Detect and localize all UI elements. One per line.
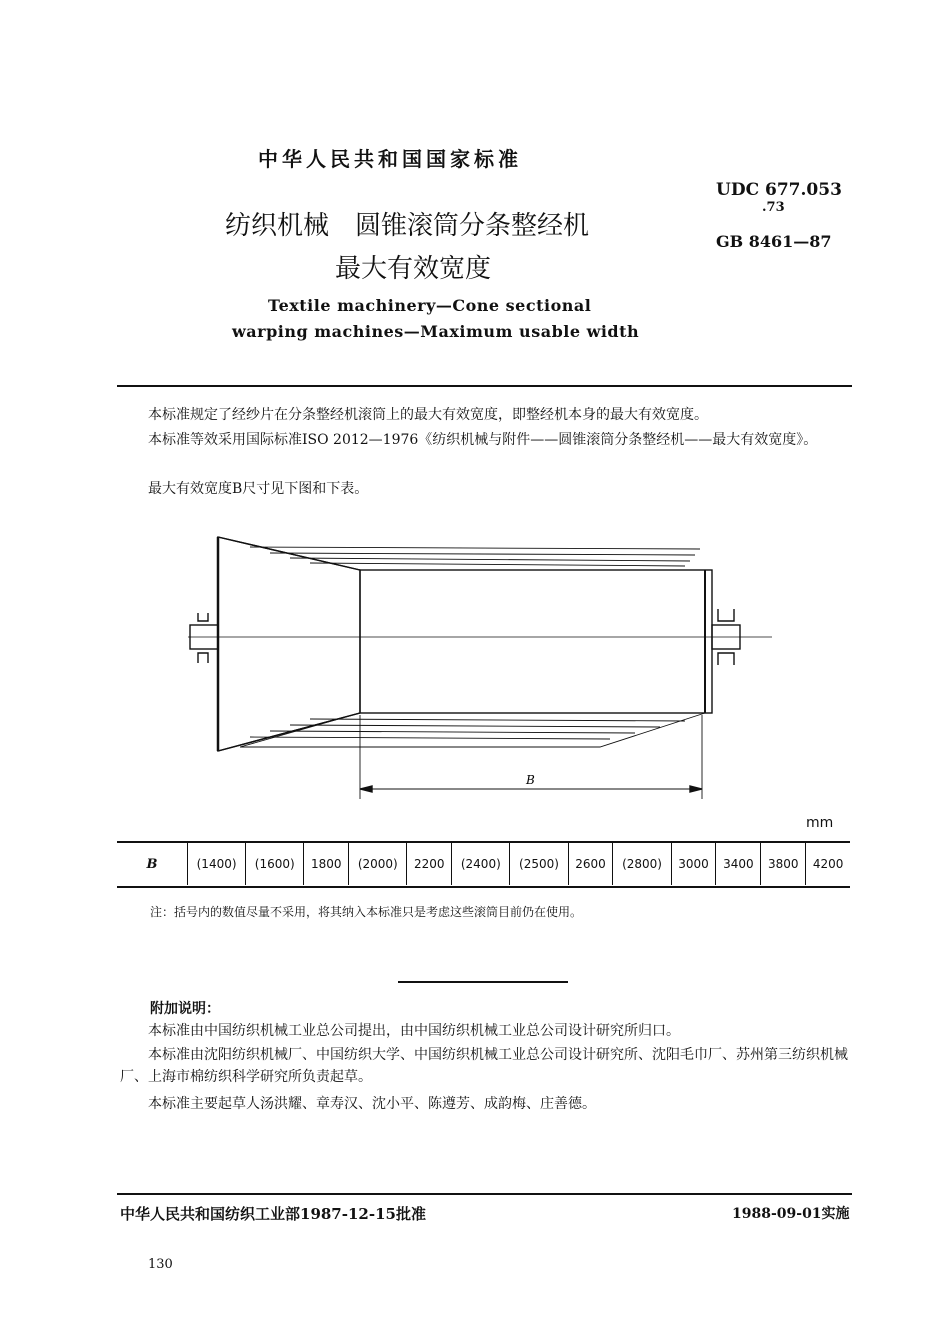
national-standard-header: 中华人民共和国国家标准 <box>258 147 522 171</box>
table-cell: 2600 <box>568 843 613 885</box>
table-cell: 1800 <box>304 843 349 885</box>
title-zh-line2: 最大有效宽度 <box>335 254 492 284</box>
warp-hatch-top <box>250 547 700 566</box>
udc-code-sub: .73 <box>762 200 785 215</box>
warp-hatch-bottom <box>250 719 685 739</box>
effective-date: 1988-09-01实施 <box>732 1206 850 1222</box>
table-cell: (1400) <box>188 843 246 885</box>
table-cell: 3000 <box>671 843 716 885</box>
table-note: 注：括号内的数值尽量不采用，将其纳入本标准只是考虑这些滚筒目前仍在使用。 <box>150 905 583 919</box>
dim-arrow-right <box>690 786 702 792</box>
left-shaft <box>190 613 218 663</box>
dim-arrow-left <box>360 786 372 792</box>
body-paragraph-3: 最大有效宽度B尺寸见下图和下表。 <box>148 481 369 497</box>
supplement-line-1: 本标准由中国纺织机械工业总公司提出，由中国纺织机械工业总公司设计研究所归口。 <box>148 1023 680 1039</box>
drum-body <box>360 570 712 713</box>
table-cell: (1600) <box>246 843 304 885</box>
dim-label: B <box>526 773 535 787</box>
table-cell: (2400) <box>452 843 510 885</box>
table-cell: 4200 <box>806 843 850 885</box>
udc-code: UDC 677.053 <box>716 180 842 200</box>
title-en-line1: Textile machinery—Cone sectional <box>268 296 592 315</box>
title-zh-line1: 纺织机械 圆锥滚筒分条整经机 <box>225 211 590 241</box>
supplement-line-2: 本标准由沈阳纺织机械厂、中国纺织大学、中国纺织机械工业总公司设计研究所、沈阳毛巾厂、苏州第三纺织机械厂、上海市棉纺织科学研究所负责起草。 <box>120 1047 848 1085</box>
body-paragraph-2: 本标准等效采用国际标准ISO 2012—1976《纺织机械与附件——圆锥滚筒分条整经机——最大有效宽度》。 <box>148 432 818 448</box>
table-cell: (2800) <box>613 843 671 885</box>
body-paragraph-1: 本标准规定了经纱片在分条整经机滚筒上的最大有效宽度，即整经机本身的最大有效宽度。 <box>148 407 708 423</box>
page-number: 130 <box>148 1257 173 1272</box>
table-bottom-rule <box>117 886 850 888</box>
footer-rule <box>117 1193 852 1195</box>
top-rule <box>117 385 852 387</box>
gb-number: GB 8461—87 <box>716 232 832 251</box>
table-cell: 2200 <box>407 843 452 885</box>
table-cell: 3800 <box>761 843 806 885</box>
row-label: B <box>146 856 158 872</box>
width-table <box>117 843 850 885</box>
table-cell: 3400 <box>716 843 761 885</box>
cone-drum-figure <box>180 525 780 810</box>
table-cell: (2000) <box>349 843 407 885</box>
unit-label: mm <box>806 815 834 831</box>
warp-bottom-sheet <box>240 713 705 747</box>
section-divider <box>398 981 568 983</box>
table-cell: (2500) <box>510 843 568 885</box>
approval-date: 中华人民共和国纺织工业部1987-12-15批准 <box>120 1205 426 1223</box>
table-row <box>117 843 850 885</box>
supplement-line-3: 本标准主要起草人汤洪耀、章寿汉、沈小平、陈遵芳、成韵梅、庄善德。 <box>148 1096 596 1112</box>
title-en-line2: warping machines—Maximum usable width <box>232 322 640 341</box>
supplement-title: 附加说明： <box>150 1001 220 1017</box>
